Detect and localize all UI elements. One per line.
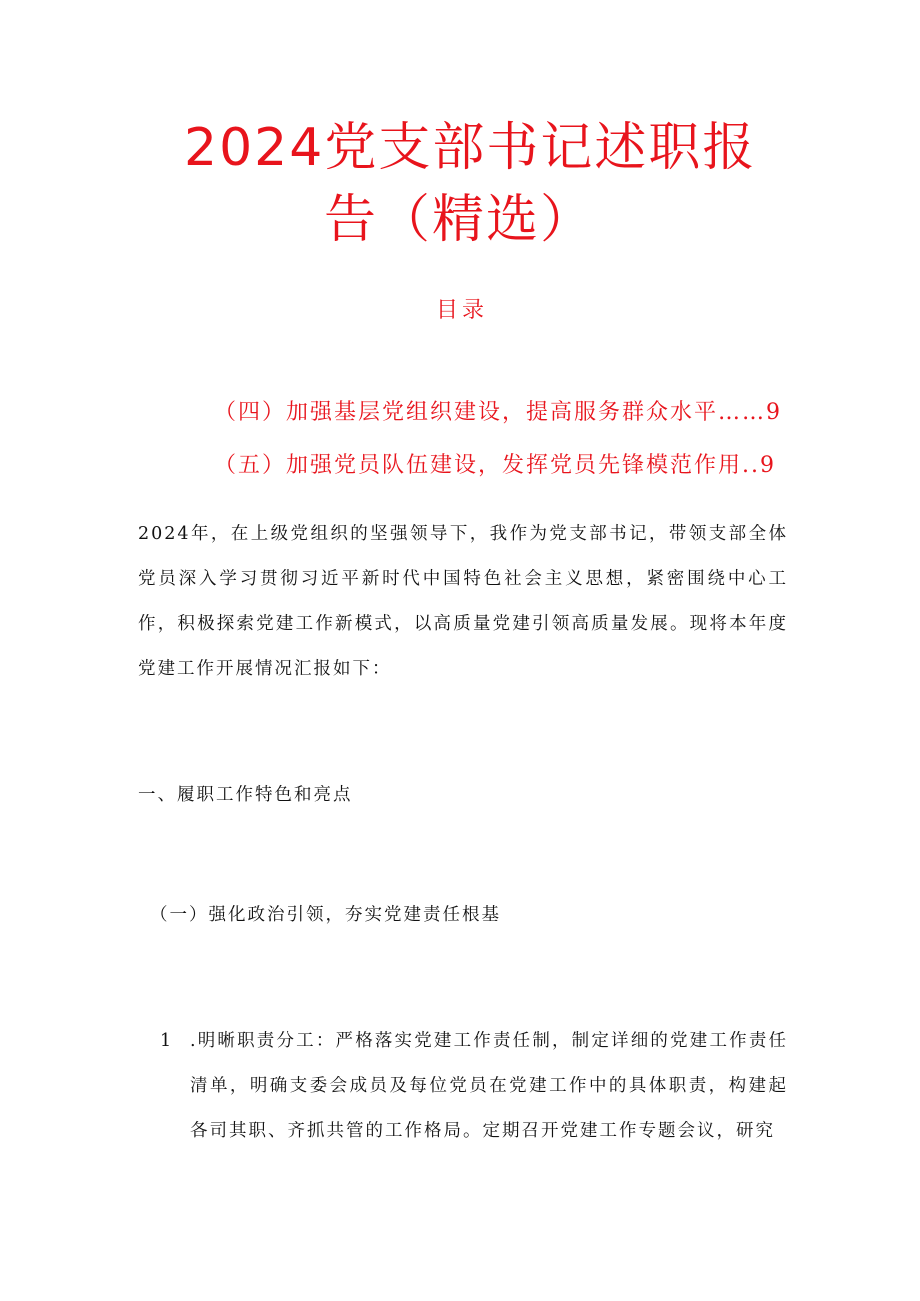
document-title-line-2: 告（精选） — [324, 190, 595, 250]
list-item-number: 1 — [160, 1031, 174, 1051]
list-item-1 — [160, 1019, 788, 1154]
document-title-line-1: 2024党支部书记述职报 — [184, 118, 757, 178]
subsection-heading-1: （一）强化政治引领，夯实党建责任根基 — [150, 905, 501, 925]
section-heading-1: 一、履职工作特色和亮点 — [138, 785, 353, 805]
toc-heading: 目录 — [436, 298, 489, 323]
intro-paragraph: 2024年，在上级党组织的坚强领导下，我作为党支部书记，带领支部全体党员深入学习贯彻习近平新时代中国特色社会主义思想，紧密围绕中心工作，积极探索党建工作新模式，以高质量党建引领高质量发展。现将本年度党建工作开展情况汇报如下： — [138, 524, 788, 679]
toc-entry-4[interactable]: （四）加强基层党组织建设，提高服务群众水平……9 — [214, 400, 782, 425]
toc-entry-5[interactable]: （五）加强党员队伍建设，发挥党员先锋模范作用..9 — [214, 453, 776, 478]
list-item-text: .明晰职责分工：严格落实党建工作责任制，制定详细的党建工作责任清单，明确支委会成员及每位党员在党建工作中的具体职责，构建起各司其职、齐抓共管的工作格局。定期召开党建工作专题会议，研究 — [190, 1031, 788, 1141]
